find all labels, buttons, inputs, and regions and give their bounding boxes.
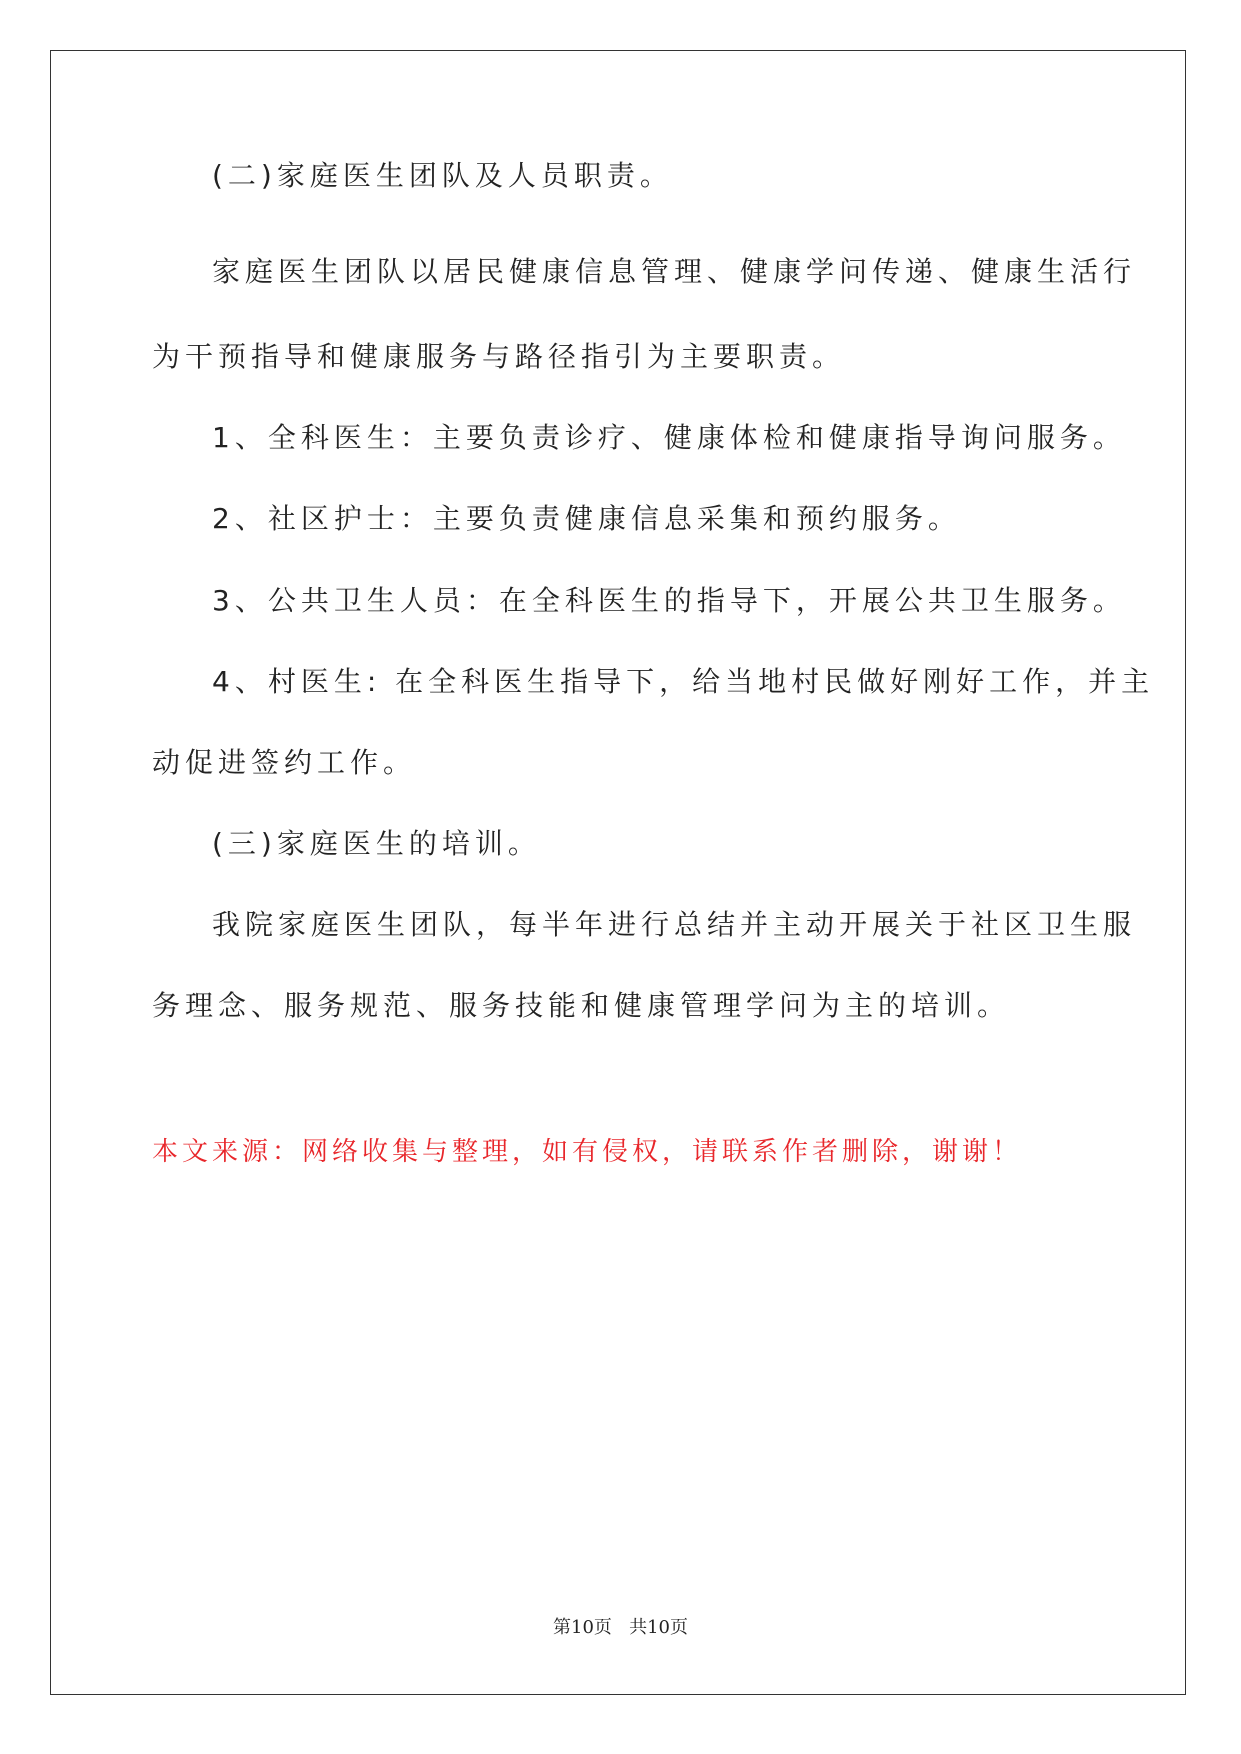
list-item-public-health-staff: 3、公共卫生人员：在全科医生的指导下，开展公共卫生服务。 [212, 584, 1126, 617]
list-item-village-doctor: 4、村医生: 在全科医生指导下，给当地村民做好刚好工作，并主 [212, 665, 1155, 698]
list-item-general-doctor: 1、全科医生：主要负责诊疗、健康体检和健康指导询问服务。 [212, 421, 1126, 454]
page-border [50, 50, 1186, 1695]
list-item-community-nurse: 2、社区护士：主要负责健康信息采集和预约服务。 [212, 502, 961, 535]
section-heading-3: (三)家庭医生的培训。 [212, 827, 541, 860]
paragraph-line: 务理念、服务规范、服务技能和健康管理学问为主的培训。 [152, 989, 1011, 1022]
source-notice: 本文来源：网络收集与整理，如有侵权，请联系作者删除，谢谢！ [152, 1137, 1023, 1167]
paragraph-line: 家庭医生团队以居民健康信息管理、健康学问传递、健康生活行 [212, 255, 1137, 288]
page-number-footer: 第10页 共10页 [553, 1617, 688, 1638]
paragraph-line: 动促进签约工作。 [152, 746, 417, 779]
section-heading-2: (二)家庭医生团队及人员职责。 [212, 159, 673, 192]
paragraph-line: 为干预指导和健康服务与路径指引为主要职责。 [152, 340, 846, 373]
paragraph-line: 我院家庭医生团队，每半年进行总结并主动开展关于社区卫生服 [212, 908, 1137, 941]
